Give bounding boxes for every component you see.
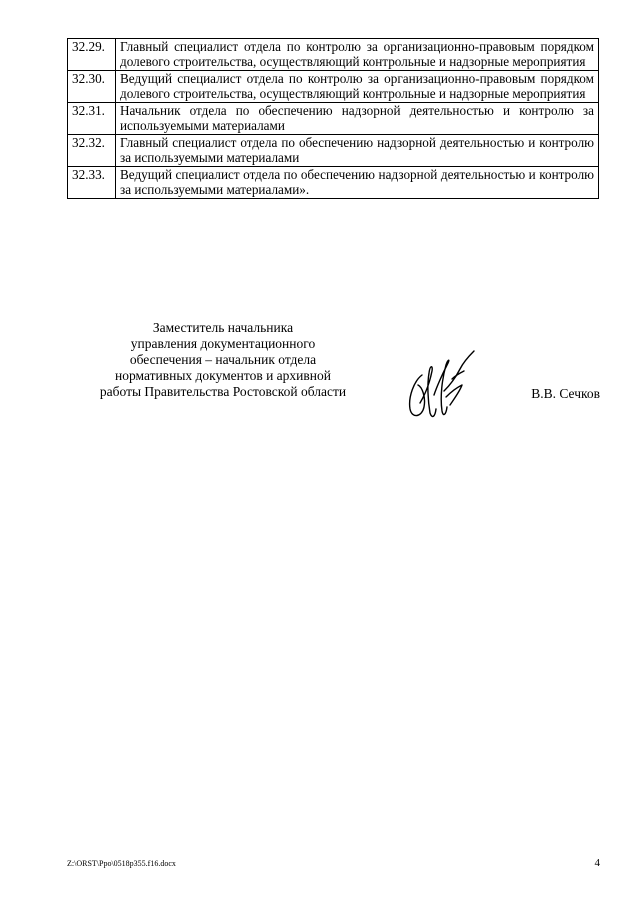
page-number: 4 (594, 857, 600, 869)
row-number: 32.30. (68, 71, 116, 103)
row-number: 32.32. (68, 135, 116, 167)
row-number: 32.33. (68, 167, 116, 199)
table-row (68, 103, 599, 135)
file-path: Z:\ORST\Ppo\0518p355.f16.docx (67, 859, 176, 868)
signer-name: В.В. Сечков (531, 386, 600, 401)
row-number: 32.31. (68, 103, 116, 135)
row-text: Главный специалист отдела по контролю за организационно-правовым порядком долевого строительства, осуществляющий контрольные и надзорные мероприятия (116, 39, 599, 71)
table-row (68, 71, 599, 103)
table-row (68, 167, 599, 199)
signer-title-line: работы Правительства Ростовской области (99, 384, 347, 399)
signer-title-line: управления документационного (130, 336, 316, 351)
row-text: Главный специалист отдела по обеспечению надзорной деятельностью и контролю за используемыми материалами (116, 135, 599, 167)
row-number: 32.29. (68, 39, 116, 71)
table-row (68, 135, 599, 167)
row-text: Начальник отдела по обеспечению надзорной деятельностью и контролю за используемыми материалами (116, 103, 599, 135)
row-text: Ведущий специалист отдела по контролю за организационно-правовым порядком долевого строительства, осуществляющий контрольные и надзорные мероприятия (116, 71, 599, 103)
row-text: Ведущий специалист отдела по обеспечению надзорной деятельностью и контролю за используемыми материалами». (116, 167, 599, 199)
signer-title-line: Заместитель начальника (152, 320, 294, 335)
signer-title-line: обеспечения – начальник отдела (129, 352, 317, 367)
signer-title-line: нормативных документов и архивной (115, 368, 331, 383)
positions-table (67, 38, 599, 199)
handwritten-signature (400, 345, 480, 425)
table-row (68, 39, 599, 71)
signer-title (98, 320, 348, 400)
